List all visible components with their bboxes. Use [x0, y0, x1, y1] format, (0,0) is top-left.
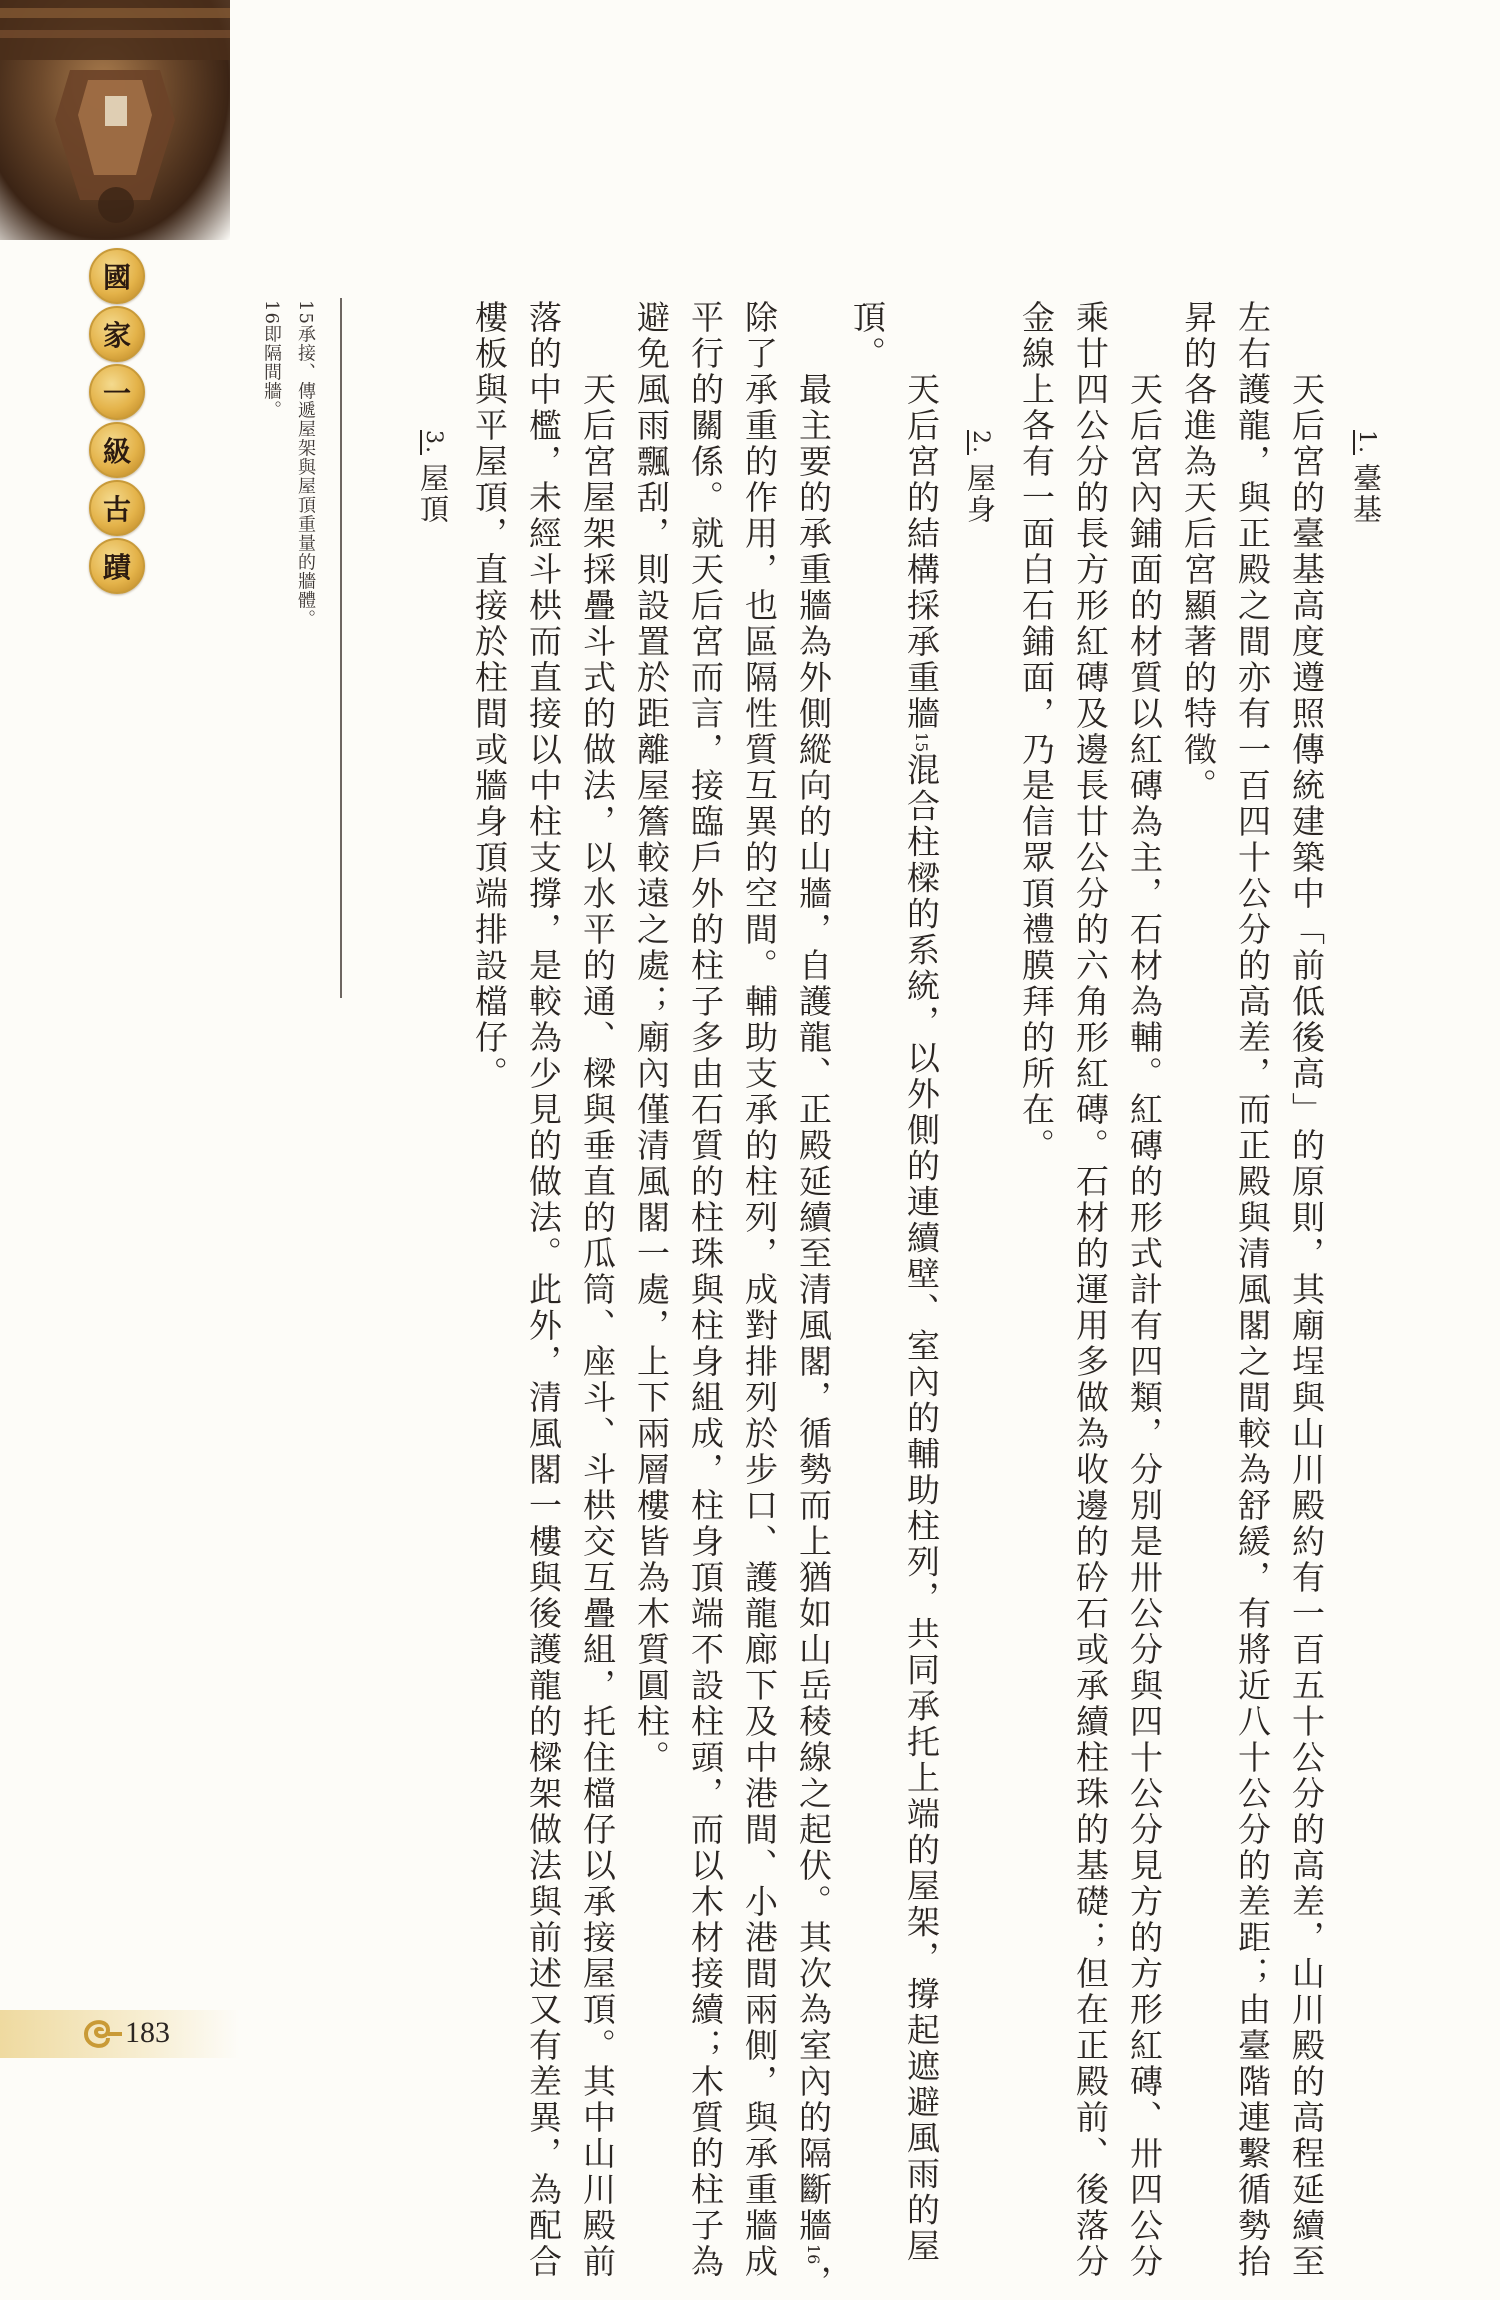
page-footer — [0, 2010, 240, 2058]
text-run: 天后宮的結構採承重牆 — [902, 372, 941, 732]
paragraph-line: 樓板與平屋頂，直接於柱間或牆身頂端排設檔仔。 — [470, 300, 509, 1092]
title-badge: 一 — [89, 364, 145, 420]
section-number: 3. — [421, 430, 446, 455]
paragraph-line: 避免風雨飄刮，則設置於距離屋簷較遠之處；廟內僅清風閣一處，上下兩層樓皆為木質圓柱。 — [632, 300, 671, 1776]
paragraph-line: 天后宮內鋪面的材質以紅磚為主，石材為輔。紅磚的形式計有四類，分別是卅公分與四十公分見方的方形紅磚、卅四公分 — [1125, 372, 1164, 2280]
footnote-divider — [340, 298, 342, 998]
footnote-number: 16 — [261, 300, 282, 325]
title-badge: 家 — [89, 306, 145, 362]
title-badge: 蹟 — [89, 538, 145, 594]
section-heading-3 — [413, 430, 454, 525]
paragraph-line: 左右護龍，與正殿之間亦有一百四十公分的高差，而正殿與清風閣之間較為舒緩，有將近八十公分的差距；由臺階連繫循勢抬 — [1233, 300, 1272, 2280]
paragraph-line: 天后宮屋架採疊斗式的做法，以水平的通、樑與垂直的瓜筒、座斗、斗栱交互疊組，托住檔仔以承接屋頂。其中山川殿前 — [578, 372, 617, 2280]
title-badge: 國 — [89, 248, 145, 304]
text-run: ， — [794, 2264, 833, 2300]
section-title: 屋身 — [963, 463, 997, 525]
paragraph-line: 除了承重的作用，也區隔性質互異的空間。輔助支承的柱列，成對排列於步口、護龍廊下及中港間、小港間兩側，與承重牆成 — [740, 300, 779, 2280]
text-run: 最主要的承重牆為外側縱向的山牆，自護龍、正殿延續至清風閣，循勢而上猶如山岳稜線之起伏。其次為室內的隔斷牆 — [794, 372, 833, 2244]
paragraph-line — [794, 372, 833, 2300]
paragraph-line: 平行的關係。就天后宮而言，接臨戶外的柱子多由石質的柱珠與柱身組成，柱身頂端不設柱頭，而以木材接續；木質的柱子為 — [686, 300, 725, 2280]
paragraph-line: 乘廿四公分的長方形紅磚及邊長廿公分的六角形紅磚。石材的運用多做為收邊的砛石或承續柱珠的基礎；但在正殿前、後落分 — [1071, 300, 1110, 2280]
title-badge: 級 — [89, 422, 145, 478]
section-number: 2. — [968, 430, 993, 455]
footnote — [292, 300, 318, 629]
paragraph-line: 昇的各進為天后宮顯著的特徵。 — [1179, 300, 1218, 804]
paragraph-line: 落的中檻，未經斗栱而直接以中柱支撐，是較為少見的做法。此外，清風閣一樓與後護龍的樑架做法與前述又有差異，為配合 — [524, 300, 563, 2280]
decorative-bracket-image — [0, 0, 230, 240]
footnote-number: 15 — [295, 300, 316, 325]
footnote-text: 即隔間牆。 — [261, 324, 282, 420]
scroll-ornament-icon — [78, 2010, 122, 2058]
text-run: 混合柱樑的系統，以外側的連續壁、室內的輔助柱列，共同承托上端的屋架，撐起遮避風雨的屋 — [902, 752, 941, 2265]
footnote — [258, 300, 284, 420]
section-number: 1. — [1354, 430, 1379, 455]
paragraph-line: 天后宮的臺基高度遵照傳統建築中「前低後高」的原則，其廟埕與山川殿約有一百五十公分的高差，山川殿的高程延續至 — [1287, 372, 1326, 2280]
paragraph-line: 金線上各有一面白石鋪面，乃是信眾頂禮膜拜的所在。 — [1017, 300, 1056, 1164]
side-title — [88, 248, 146, 594]
section-heading-1 — [1346, 430, 1387, 525]
section-title: 臺基 — [1349, 463, 1383, 525]
footnote-ref: 15 — [912, 732, 931, 753]
section-heading-2 — [960, 430, 1001, 525]
section-title: 屋頂 — [416, 463, 450, 525]
footnote-text: 承接、傳遞屋架與屋頂重量的牆體。 — [295, 324, 316, 629]
paragraph-line — [902, 372, 941, 2265]
page-number: 183 — [125, 2016, 170, 2049]
paragraph-line: 頂。 — [848, 300, 887, 372]
footnote-ref: 16 — [804, 2244, 823, 2265]
title-badge: 古 — [89, 480, 145, 536]
